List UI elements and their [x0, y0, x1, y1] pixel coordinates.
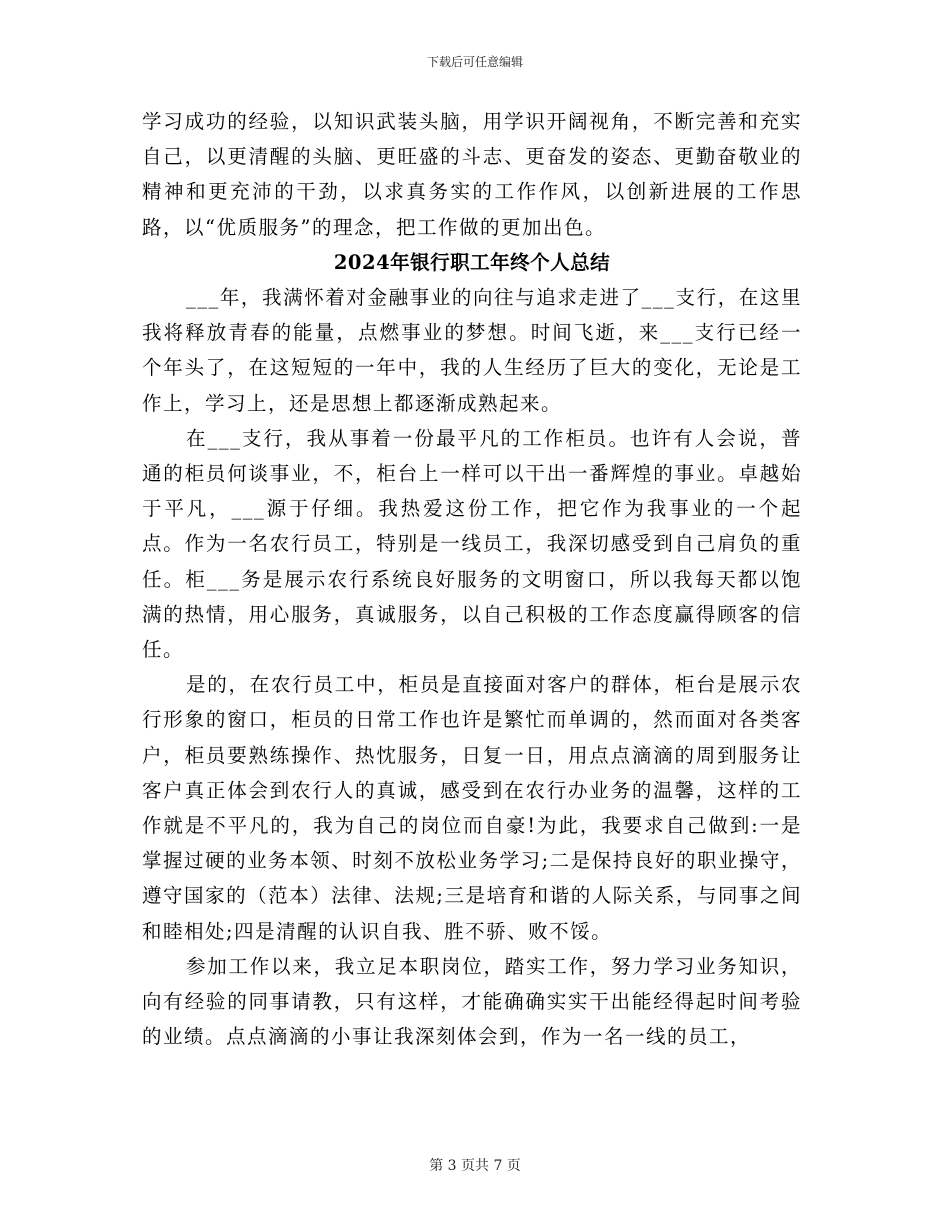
paragraph-3: 是的，在农行员工中，柜员是直接面对客户的群体，柜台是展示农行形象的窗口，柜员的日常工作也许是繁忙而单调的，然而面对各类客户，柜员要熟练操作、热忱服务，日复一日，用点点滴滴的周到服务让客户真正体会到农行人的真诚，感受到在农行办业务的温馨，这样的工作就是不平凡的，我为自己的岗位而自豪!为此，我要求自己做到:一是掌握过硬的业务本领、时刻不放松业务学习;二是保持良好的职业操守，遵守国家的（范本）法律、法规;三是培育和谐的人际关系，与同事之间和睦相处;四是清醒的认识自我、胜不骄、败不馁。 [142, 673, 802, 943]
paragraph-2: 在___支行，我从事着一份最平凡的工作柜员。也许有人会说，普通的柜员何谈事业，不，柜台上一样可以干出一番辉煌的事业。卓越始于平凡，___源于仔细。我热爱这份工作，把它作为我事业的一个起点。作为一名农行员工，特别是一线员工，我深切感受到自己肩负的重任。柜___务是展示农行系统良好服务的文明窗口，所以我每天都以饱满的热情，用心服务，真诚服务，以自己积极的工作态度赢得顾客的信任。 [142, 426, 802, 662]
paragraph-1: ___年，我满怀着对金融事业的向往与追求走进了___支行，在这里我将释放青春的能量，点燃事业的梦想。时间飞逝，来___支行已经一个年头了，在这短短的一年中，我的人生经历了巨大的变化，无论是工作上，学习上，还是思想上都逐渐成熟起来。 [142, 286, 802, 415]
paragraph-4: 参加工作以来，我立足本职岗位，踏实工作，努力学习业务知识，向有经验的同事请教，只有这样，才能确确实实干出能经得起时间考验的业绩。点点滴滴的小事让我深刻体会到，作为一名一线的员工， [142, 954, 802, 1049]
intro-paragraph: 学习成功的经验，以知识武装头脑，用学识开阔视角，不断完善和充实自己，以更清醒的头脑、更旺盛的斗志、更奋发的姿态、更勤奋敬业的精神和更充沛的干劲，以求真务实的工作作风，以创新进展的工作思路，以“优质服务”的理念，把工作做的更加出色。 [142, 110, 802, 239]
document-body [142, 104, 802, 1054]
page-footer: 第 3 页共 7 页 [429, 1158, 521, 1174]
page-header: 下载后可任意编辑 [426, 55, 523, 69]
document-title: 2024年银行职工年终个人总结 [333, 250, 611, 274]
